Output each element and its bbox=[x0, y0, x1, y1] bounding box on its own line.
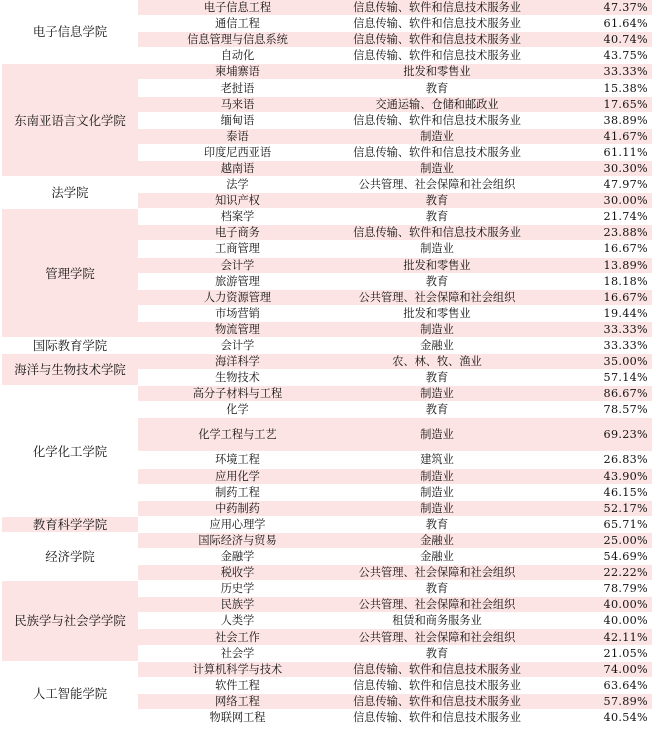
major-cell: 通信工程 bbox=[138, 16, 337, 32]
percentage-cell: 78.79% bbox=[537, 581, 652, 597]
major-cell: 软件工程 bbox=[138, 677, 337, 693]
major-cell: 泰语 bbox=[138, 128, 337, 144]
industry-cell: 制造业 bbox=[337, 484, 537, 500]
industry-cell: 信息传输、软件和信息技术服务业 bbox=[337, 661, 537, 677]
industry-cell: 教育 bbox=[337, 80, 537, 96]
percentage-cell: 18.18% bbox=[537, 273, 652, 289]
percentage-cell: 42.11% bbox=[537, 629, 652, 645]
major-cell: 中药制药 bbox=[138, 500, 337, 516]
college-cell: 法学院 bbox=[2, 177, 138, 209]
industry-cell: 教育 bbox=[337, 645, 537, 661]
major-cell: 国际经济与贸易 bbox=[138, 532, 337, 548]
employment-industry-table bbox=[2, 0, 652, 726]
table-row bbox=[2, 532, 652, 548]
percentage-cell: 74.00% bbox=[537, 661, 652, 677]
percentage-cell: 43.75% bbox=[537, 48, 652, 64]
percentage-cell: 47.97% bbox=[537, 177, 652, 193]
major-cell: 物联网工程 bbox=[138, 709, 337, 725]
industry-cell: 教育 bbox=[337, 402, 537, 418]
table-row bbox=[2, 64, 652, 80]
major-cell: 档案学 bbox=[138, 209, 337, 225]
percentage-cell: 46.15% bbox=[537, 484, 652, 500]
percentage-cell: 54.69% bbox=[537, 549, 652, 565]
major-cell: 老挝语 bbox=[138, 80, 337, 96]
major-cell: 人类学 bbox=[138, 613, 337, 629]
percentage-cell: 57.89% bbox=[537, 693, 652, 709]
industry-cell: 信息传输、软件和信息技术服务业 bbox=[337, 32, 537, 48]
table-row bbox=[2, 177, 652, 193]
industry-cell: 信息传输、软件和信息技术服务业 bbox=[337, 677, 537, 693]
major-cell: 知识产权 bbox=[138, 193, 337, 209]
college-cell: 教育科学学院 bbox=[2, 516, 138, 532]
percentage-cell: 33.33% bbox=[537, 321, 652, 337]
college-cell: 民族学与社会学学院 bbox=[2, 581, 138, 661]
table-row bbox=[2, 354, 652, 370]
percentage-cell: 52.17% bbox=[537, 500, 652, 516]
percentage-cell: 33.33% bbox=[537, 64, 652, 80]
industry-cell: 制造业 bbox=[337, 160, 537, 176]
percentage-cell: 16.67% bbox=[537, 241, 652, 257]
table-row bbox=[2, 661, 652, 677]
college-cell: 化学化工学院 bbox=[2, 386, 138, 517]
industry-cell: 批发和零售业 bbox=[337, 305, 537, 321]
college-cell: 人工智能学院 bbox=[2, 661, 138, 725]
major-cell: 社会学 bbox=[138, 645, 337, 661]
industry-cell: 信息传输、软件和信息技术服务业 bbox=[337, 709, 537, 725]
major-cell: 信息管理与信息系统 bbox=[138, 32, 337, 48]
percentage-cell: 16.67% bbox=[537, 289, 652, 305]
percentage-cell: 63.64% bbox=[537, 677, 652, 693]
industry-cell: 建筑业 bbox=[337, 452, 537, 468]
industry-cell: 教育 bbox=[337, 209, 537, 225]
major-cell: 网络工程 bbox=[138, 693, 337, 709]
percentage-cell: 65.71% bbox=[537, 516, 652, 532]
major-cell: 法学 bbox=[138, 177, 337, 193]
major-cell: 越南语 bbox=[138, 160, 337, 176]
industry-cell: 公共管理、社会保障和社会组织 bbox=[337, 629, 537, 645]
percentage-cell: 30.00% bbox=[537, 193, 652, 209]
industry-cell: 租赁和商务服务业 bbox=[337, 613, 537, 629]
industry-cell: 制造业 bbox=[337, 321, 537, 337]
major-cell: 应用心理学 bbox=[138, 516, 337, 532]
percentage-cell: 57.14% bbox=[537, 370, 652, 386]
industry-cell: 公共管理、社会保障和社会组织 bbox=[337, 177, 537, 193]
major-cell: 工商管理 bbox=[138, 241, 337, 257]
college-cell: 电子信息学院 bbox=[2, 0, 138, 64]
industry-cell: 农、林、牧、渔业 bbox=[337, 354, 537, 370]
percentage-cell: 43.90% bbox=[537, 468, 652, 484]
percentage-cell: 38.89% bbox=[537, 112, 652, 128]
major-cell: 计算机科学与技术 bbox=[138, 661, 337, 677]
industry-cell: 信息传输、软件和信息技术服务业 bbox=[337, 144, 537, 160]
major-cell: 高分子材料与工程 bbox=[138, 386, 337, 402]
major-cell: 金融学 bbox=[138, 549, 337, 565]
major-cell: 生物技术 bbox=[138, 370, 337, 386]
percentage-cell: 21.05% bbox=[537, 645, 652, 661]
major-cell: 电子信息工程 bbox=[138, 0, 337, 16]
major-cell: 制药工程 bbox=[138, 484, 337, 500]
industry-cell: 制造业 bbox=[337, 128, 537, 144]
percentage-cell: 47.37% bbox=[537, 0, 652, 16]
major-cell: 缅甸语 bbox=[138, 112, 337, 128]
industry-cell: 金融业 bbox=[337, 337, 537, 353]
industry-cell: 信息传输、软件和信息技术服务业 bbox=[337, 225, 537, 241]
percentage-cell: 41.67% bbox=[537, 128, 652, 144]
major-cell: 应用化学 bbox=[138, 468, 337, 484]
industry-cell: 制造业 bbox=[337, 418, 537, 452]
industry-cell: 信息传输、软件和信息技术服务业 bbox=[337, 693, 537, 709]
industry-cell: 批发和零售业 bbox=[337, 257, 537, 273]
table-row bbox=[2, 581, 652, 597]
college-cell: 东南亚语言文化学院 bbox=[2, 64, 138, 177]
major-cell: 海洋科学 bbox=[138, 354, 337, 370]
percentage-cell: 69.23% bbox=[537, 418, 652, 452]
percentage-cell: 13.89% bbox=[537, 257, 652, 273]
percentage-cell: 26.83% bbox=[537, 452, 652, 468]
major-cell: 社会工作 bbox=[138, 629, 337, 645]
major-cell: 环境工程 bbox=[138, 452, 337, 468]
percentage-cell: 86.67% bbox=[537, 386, 652, 402]
industry-cell: 教育 bbox=[337, 193, 537, 209]
table-row bbox=[2, 337, 652, 353]
percentage-cell: 17.65% bbox=[537, 96, 652, 112]
percentage-cell: 23.88% bbox=[537, 225, 652, 241]
industry-cell: 信息传输、软件和信息技术服务业 bbox=[337, 16, 537, 32]
major-cell: 化学工程与工艺 bbox=[138, 418, 337, 452]
percentage-cell: 40.74% bbox=[537, 32, 652, 48]
industry-cell: 信息传输、软件和信息技术服务业 bbox=[337, 48, 537, 64]
industry-cell: 批发和零售业 bbox=[337, 64, 537, 80]
major-cell: 柬埔寨语 bbox=[138, 64, 337, 80]
industry-cell: 制造业 bbox=[337, 386, 537, 402]
percentage-cell: 21.74% bbox=[537, 209, 652, 225]
industry-cell: 制造业 bbox=[337, 468, 537, 484]
major-cell: 人力资源管理 bbox=[138, 289, 337, 305]
percentage-cell: 40.54% bbox=[537, 709, 652, 725]
table-row bbox=[2, 386, 652, 402]
industry-cell: 教育 bbox=[337, 370, 537, 386]
percentage-cell: 22.22% bbox=[537, 565, 652, 581]
table-row bbox=[2, 516, 652, 532]
major-cell: 旅游管理 bbox=[138, 273, 337, 289]
college-cell: 管理学院 bbox=[2, 209, 138, 338]
percentage-cell: 19.44% bbox=[537, 305, 652, 321]
industry-cell: 制造业 bbox=[337, 500, 537, 516]
industry-cell: 信息传输、软件和信息技术服务业 bbox=[337, 0, 537, 16]
table-row bbox=[2, 0, 652, 16]
major-cell: 会计学 bbox=[138, 337, 337, 353]
major-cell: 会计学 bbox=[138, 257, 337, 273]
percentage-cell: 40.00% bbox=[537, 613, 652, 629]
industry-cell: 交通运输、仓储和邮政业 bbox=[337, 96, 537, 112]
industry-cell: 教育 bbox=[337, 516, 537, 532]
industry-cell: 公共管理、社会保障和社会组织 bbox=[337, 597, 537, 613]
major-cell: 化学 bbox=[138, 402, 337, 418]
industry-cell: 教育 bbox=[337, 581, 537, 597]
college-cell: 国际教育学院 bbox=[2, 337, 138, 353]
percentage-cell: 61.64% bbox=[537, 16, 652, 32]
industry-cell: 信息传输、软件和信息技术服务业 bbox=[337, 112, 537, 128]
industry-cell: 制造业 bbox=[337, 241, 537, 257]
percentage-cell: 61.11% bbox=[537, 144, 652, 160]
industry-cell: 金融业 bbox=[337, 532, 537, 548]
table-body bbox=[2, 0, 652, 726]
major-cell: 印度尼西亚语 bbox=[138, 144, 337, 160]
percentage-cell: 30.30% bbox=[537, 160, 652, 176]
college-cell: 经济学院 bbox=[2, 532, 138, 580]
industry-cell: 金融业 bbox=[337, 549, 537, 565]
major-cell: 电子商务 bbox=[138, 225, 337, 241]
major-cell: 市场营销 bbox=[138, 305, 337, 321]
major-cell: 马来语 bbox=[138, 96, 337, 112]
table-row bbox=[2, 209, 652, 225]
industry-cell: 公共管理、社会保障和社会组织 bbox=[337, 565, 537, 581]
percentage-cell: 25.00% bbox=[537, 532, 652, 548]
percentage-cell: 35.00% bbox=[537, 354, 652, 370]
major-cell: 物流管理 bbox=[138, 321, 337, 337]
industry-cell: 教育 bbox=[337, 273, 537, 289]
industry-cell: 公共管理、社会保障和社会组织 bbox=[337, 289, 537, 305]
major-cell: 历史学 bbox=[138, 581, 337, 597]
college-cell: 海洋与生物技术学院 bbox=[2, 354, 138, 386]
percentage-cell: 15.38% bbox=[537, 80, 652, 96]
major-cell: 民族学 bbox=[138, 597, 337, 613]
major-cell: 税收学 bbox=[138, 565, 337, 581]
percentage-cell: 78.57% bbox=[537, 402, 652, 418]
percentage-cell: 40.00% bbox=[537, 597, 652, 613]
percentage-cell: 33.33% bbox=[537, 337, 652, 353]
major-cell: 自动化 bbox=[138, 48, 337, 64]
